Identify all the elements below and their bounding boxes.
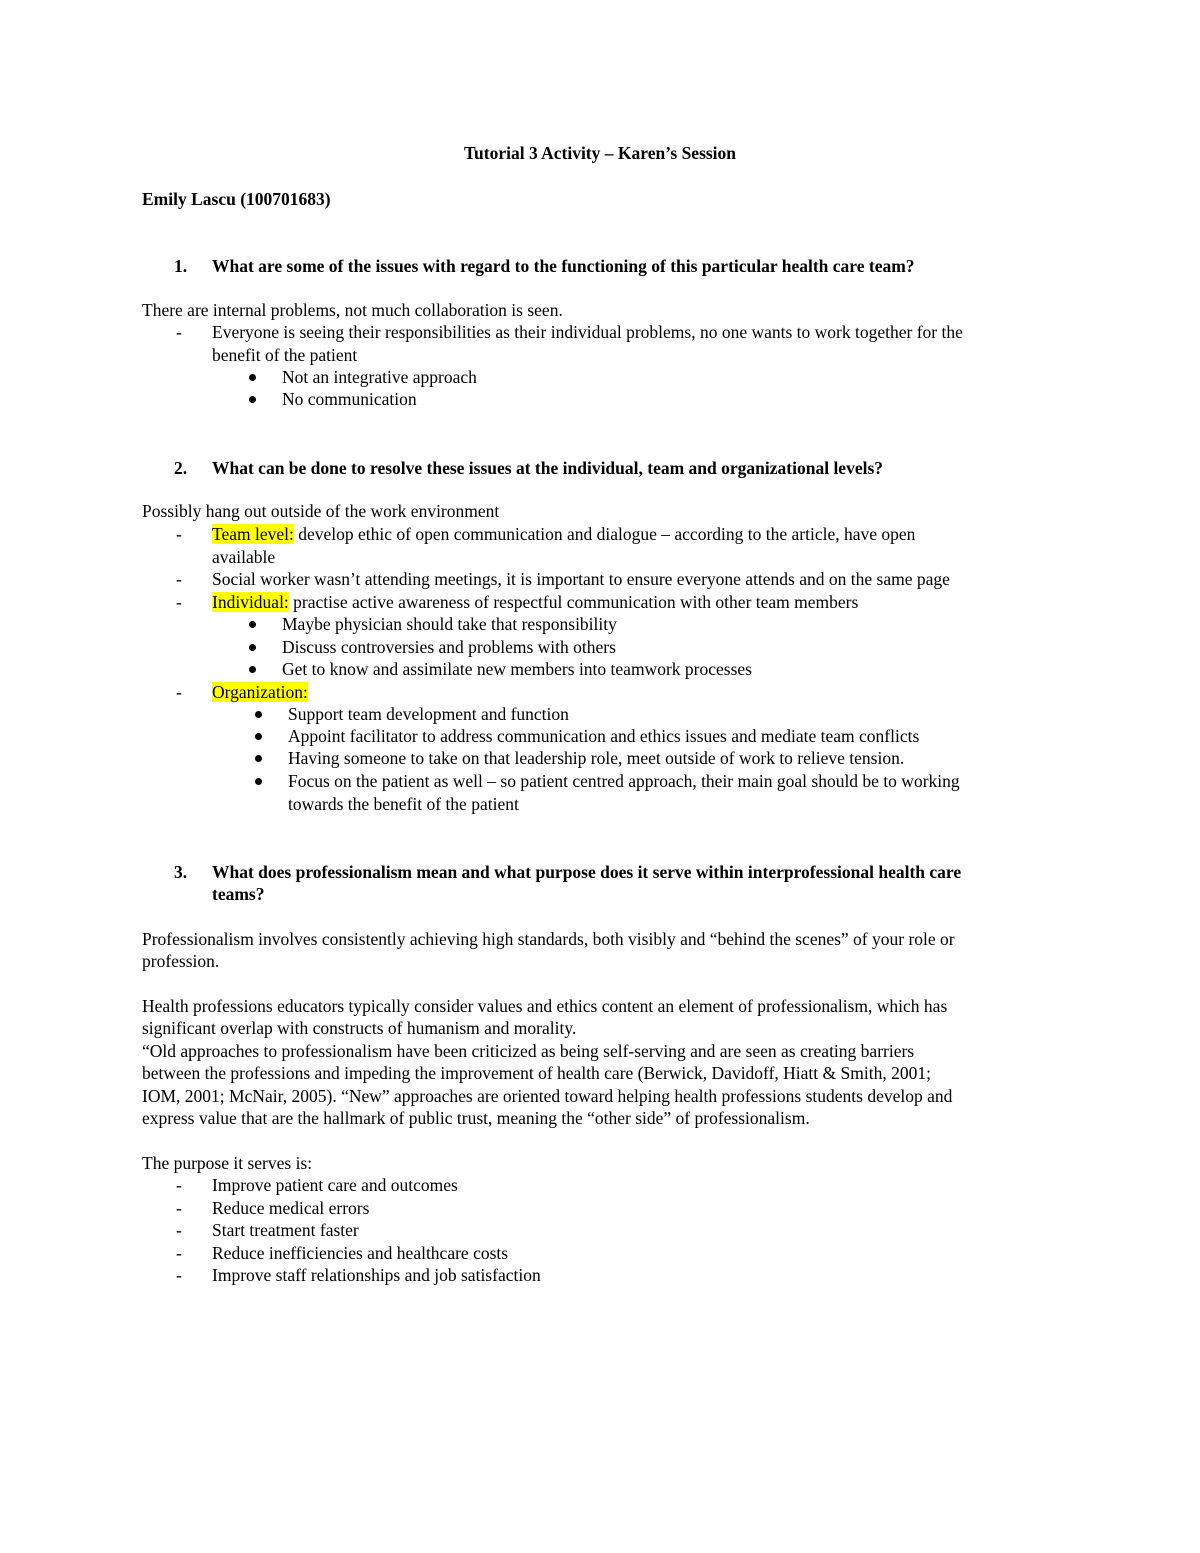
team-level-text: develop ethic of open communication and dialogue – according to the article, have open	[293, 524, 916, 544]
q2-organization	[212, 681, 308, 703]
q3-paragraph-line: Health professions educators typically consider values and ethics content an element of professionalism, which has	[142, 996, 948, 1016]
bullet-icon	[255, 733, 262, 740]
q3-purpose-intro: The purpose it serves is:	[142, 1153, 313, 1173]
q3-paragraph-line: express value that are the hallmark of public trust, meaning the “other side” of professionalism.	[142, 1108, 810, 1128]
purpose-item: Reduce medical errors	[212, 1198, 370, 1218]
individual-bullet-1: Maybe physician should take that responsibility	[282, 614, 617, 634]
organization-label: Organization:	[212, 682, 308, 702]
question-1-text: What are some of the issues with regard to the functioning of this particular health care team?	[212, 256, 915, 276]
dash-marker: -	[176, 1220, 182, 1240]
q2-individual	[212, 591, 858, 613]
q2-team-level-line2: available	[212, 547, 276, 567]
purpose-item: Reduce inefficiencies and healthcare costs	[212, 1243, 509, 1263]
dash-marker: -	[176, 1198, 182, 1218]
organization-bullet-4: Focus on the patient as well – so patient centred approach, their main goal should be to working	[288, 771, 960, 791]
q1-bullet-2: No communication	[282, 389, 417, 409]
purpose-item: Start treatment faster	[212, 1220, 359, 1240]
individual-label: Individual:	[212, 592, 289, 612]
dash-marker: -	[176, 322, 182, 342]
q2-social-worker: Social worker wasn’t attending meetings, it is important to ensure everyone attends and on the same page	[212, 569, 950, 589]
bullet-icon	[249, 644, 256, 651]
bullet-icon	[249, 621, 256, 628]
question-1-number: 1.	[174, 256, 188, 276]
bullet-icon	[255, 711, 262, 718]
bullet-icon	[255, 755, 262, 762]
dash-marker: -	[176, 524, 182, 544]
question-3-text-line2: teams?	[212, 884, 265, 904]
q2-intro: Possibly hang out outside of the work environment	[142, 501, 500, 521]
organization-bullet-2: Appoint facilitator to address communication and ethics issues and mediate team conflicts	[288, 726, 920, 746]
bullet-icon	[249, 374, 256, 381]
dash-marker: -	[176, 1175, 182, 1195]
purpose-item: Improve patient care and outcomes	[212, 1175, 458, 1195]
bullet-icon	[249, 666, 256, 673]
question-3-text-line1: What does professionalism mean and what purpose does it serve within interprofessional health care	[212, 862, 962, 882]
bullet-icon	[255, 778, 262, 785]
dash-marker: -	[176, 682, 182, 702]
organization-bullet-4-line2: towards the benefit of the patient	[288, 794, 519, 814]
q1-point-line1: Everyone is seeing their responsibilities as their individual problems, no one wants to work together for the	[212, 322, 963, 342]
q3-definition-line1: Professionalism involves consistently achieving high standards, both visibly and “behind the scenes” of your role or	[142, 929, 955, 949]
question-2-number: 2.	[174, 458, 188, 478]
q2-team-level	[212, 523, 915, 545]
dash-marker: -	[176, 592, 182, 612]
purpose-item: Improve staff relationships and job satisfaction	[212, 1265, 541, 1285]
q1-bullet-1: Not an integrative approach	[282, 367, 477, 387]
q3-definition-line2: profession.	[142, 951, 220, 971]
individual-text: practise active awareness of respectful communication with other team members	[288, 592, 859, 612]
individual-bullet-3: Get to know and assimilate new members into teamwork processes	[282, 659, 752, 679]
dash-marker: -	[176, 1243, 182, 1263]
dash-marker: -	[176, 569, 182, 589]
question-3-number: 3.	[174, 862, 188, 882]
team-level-label: Team level:	[212, 524, 294, 544]
q3-paragraph-line: “Old approaches to professionalism have been criticized as being self-serving and are seen as creating barriers	[142, 1041, 915, 1061]
bullet-icon	[249, 396, 256, 403]
dash-marker: -	[176, 1265, 182, 1285]
organization-bullet-3: Having someone to take on that leadership role, meet outside of work to relieve tension.	[288, 748, 905, 768]
organization-bullet-1: Support team development and function	[288, 704, 569, 724]
question-2-text: What can be done to resolve these issues at the individual, team and organizational levels?	[212, 458, 884, 478]
q3-paragraph-line: between the professions and impeding the improvement of health care (Berwick, Davidoff, Hiatt & Smith, 2001;	[142, 1063, 931, 1083]
author-name: Emily Lascu (100701683)	[142, 189, 331, 209]
document-title: Tutorial 3 Activity – Karen’s Session	[463, 143, 737, 163]
q1-point-line2: benefit of the patient	[212, 345, 358, 365]
q1-intro: There are internal problems, not much collaboration is seen.	[142, 300, 563, 320]
q3-paragraph-line: IOM, 2001; McNair, 2005). “New” approaches are oriented toward helping health professions students develop and	[142, 1086, 953, 1106]
q3-paragraph-line: significant overlap with constructs of humanism and morality.	[142, 1018, 577, 1038]
individual-bullet-2: Discuss controversies and problems with others	[282, 637, 616, 657]
